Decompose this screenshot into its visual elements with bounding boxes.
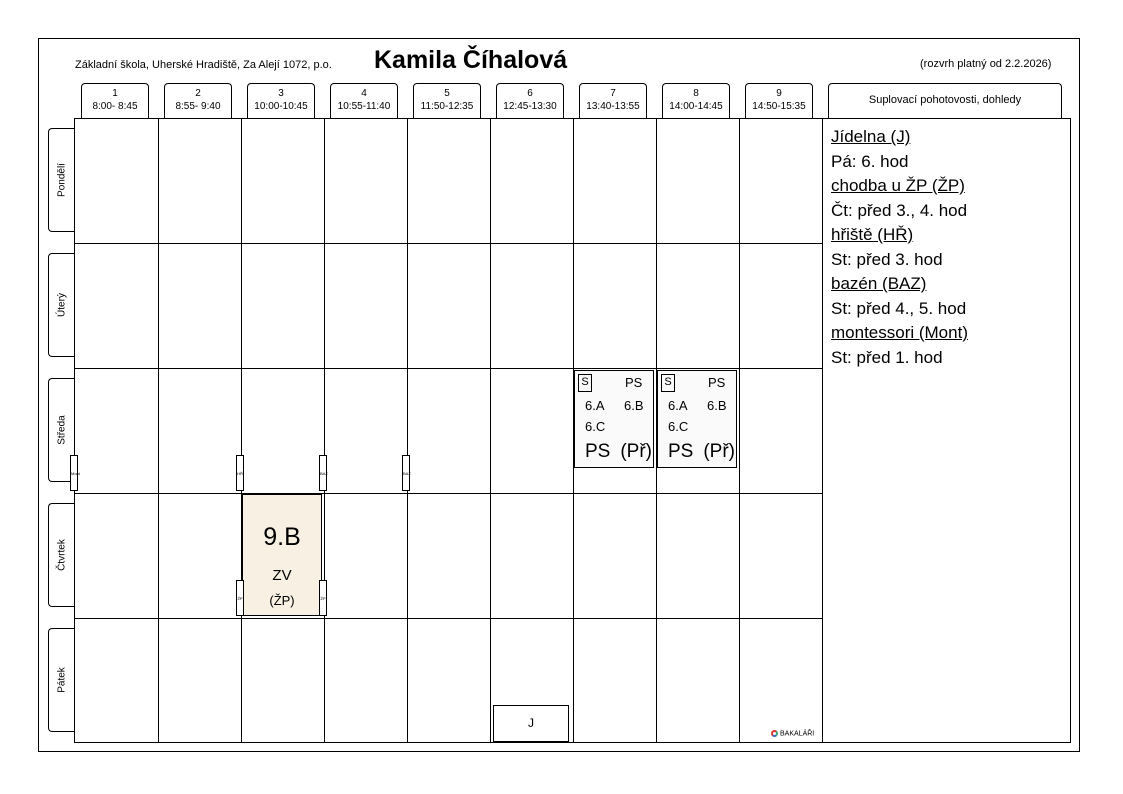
lesson-class: 6.C	[585, 419, 606, 434]
duty-marker: HŘ	[236, 455, 244, 491]
duty-place: chodba u ŽP (ŽP)	[831, 176, 965, 195]
bakalari-logo-icon	[771, 730, 778, 737]
period-header-4: 4 10:55-11:40	[330, 83, 398, 118]
duty-place: montessori (Mont)	[831, 323, 968, 342]
lesson-wed-7[interactable]	[574, 370, 654, 468]
validity-date: (rozvrh platný od 2.2.2026)	[920, 58, 1052, 70]
lesson-subject: PS	[585, 441, 611, 462]
duty-time: Pá: 6. hod	[831, 151, 909, 171]
lesson-wed-8[interactable]	[657, 370, 737, 468]
lesson-room: (ŽP)	[269, 593, 295, 608]
lesson-room: (Př)	[703, 441, 736, 462]
bakalari-logo: BAKALÁŘI	[771, 730, 814, 737]
day-tab-friday: Pátek	[48, 628, 74, 732]
duty-time: Čt: před 3., 4. hod	[831, 200, 968, 220]
day-tab-monday: Pondělí	[48, 128, 74, 232]
duty-time: St: před 3. hod	[831, 249, 943, 269]
period-header-3: 3 10:00-10:45	[247, 83, 315, 118]
period-header-2: 2 8:55- 9:40	[164, 83, 232, 118]
duty-marker: ŽP	[319, 580, 327, 616]
period-header-8: 8 14:00-14:45	[662, 83, 730, 118]
duty-list	[831, 125, 1066, 370]
lesson-flag: S	[661, 374, 675, 392]
lesson-subject: ZV	[272, 567, 292, 584]
duty-marker: Mont	[70, 455, 78, 491]
lesson-subject: PS	[668, 441, 694, 462]
period-header-6: 6 12:45-13:30	[496, 83, 564, 118]
lesson-class: 6.A	[585, 398, 605, 413]
period-header-9: 9 14:50-15:35	[745, 83, 813, 118]
lesson-room: (Př)	[620, 441, 653, 462]
duty-time: St: před 1. hod	[831, 347, 943, 367]
duty-marker: BAZ	[402, 455, 410, 491]
lesson-class: 6.B	[624, 398, 644, 413]
period-header-5: 5 11:50-12:35	[413, 83, 481, 118]
teacher-name: Kamila Číhalová	[374, 46, 568, 74]
lesson-flag: S	[578, 374, 592, 392]
duty-place: bazén (BAZ)	[831, 274, 927, 293]
duty-place: hřiště (HŘ)	[831, 225, 914, 244]
lesson-class: 9.B	[263, 523, 301, 551]
lesson-class: 6.A	[668, 398, 688, 413]
duty-box-fri-6[interactable]: J	[493, 705, 569, 742]
period-header-7: 7 13:40-13:55	[579, 83, 647, 118]
duty-place: Jídelna (J)	[831, 127, 911, 146]
lesson-group: PS	[625, 375, 643, 390]
day-tab-wednesday: Středa	[48, 378, 74, 482]
duty-header: Suplovací pohotovosti, dohledy	[828, 83, 1062, 118]
duty-marker: ŽP	[236, 580, 244, 616]
day-tab-thursday: Čtvrtek	[48, 503, 74, 607]
lesson-thu-3[interactable]	[242, 494, 322, 616]
duty-time: St: před 4., 5. hod	[831, 298, 967, 318]
duty-marker: BAZ	[319, 455, 327, 491]
day-tab-tuesday: Úterý	[48, 253, 74, 357]
period-header-1: 1 8:00- 8:45	[81, 83, 149, 118]
lesson-class: 6.B	[707, 398, 727, 413]
school-name: Základní škola, Uherské Hradiště, Za Alejí 1072, p.o.	[75, 59, 332, 71]
lesson-group: PS	[708, 375, 726, 390]
lesson-class: 6.C	[668, 419, 689, 434]
